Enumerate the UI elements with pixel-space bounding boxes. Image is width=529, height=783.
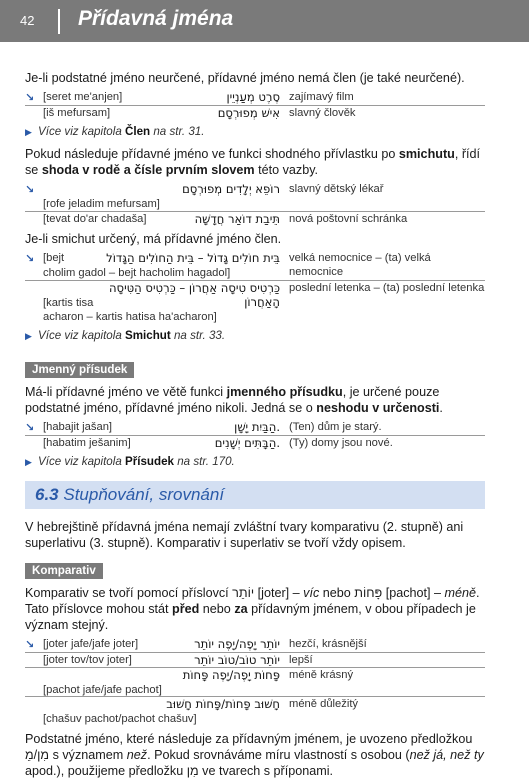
example-row — [25, 105, 485, 120]
header-divider — [58, 9, 60, 34]
hebrew-text: הָאַחֲרוֹן — [244, 295, 280, 309]
arrow-icon: ↘ — [25, 422, 35, 434]
example-row — [25, 182, 485, 211]
example-row — [25, 696, 485, 725]
transliteration: [chašuv pachot/pachot chašuv] — [43, 713, 197, 725]
translation: méně důležitý — [289, 698, 359, 710]
transliteration: [tevat do'ar chadaša] — [43, 213, 147, 225]
translation: lepší — [289, 654, 313, 666]
hebrew-text: הַבַּיִת יָשָׁן. — [234, 420, 280, 434]
transliteration: [joter tov/tov joter] — [43, 654, 132, 666]
paragraph: Podstatné jméno, které následuje za přídavným jménem, je uvozeno předložkou מִן/מֵ s významem než. Pokud srovnáváme míru vlastností s osobou (než já, než ty apod.), použijeme předložku מִן ve tvarech s příponami. — [25, 732, 484, 778]
triangle-icon: ▶ — [25, 127, 32, 137]
arrow-icon: ↘ — [25, 639, 35, 651]
example-block — [25, 420, 485, 450]
transliteration: [bejt — [43, 252, 65, 264]
hebrew-text: יוֹתֵר טוֹב/טוֹב יוֹתֵר — [194, 653, 280, 667]
transliteration: acharon – kartis hatisa ha'acharon] — [43, 311, 217, 323]
transliteration: [seret me'anjen] — [43, 91, 123, 103]
hebrew-text: יוֹתֵר יָפֶה/יָפֶה יוֹתֵר — [194, 637, 280, 651]
example-row — [25, 211, 485, 226]
cross-reference: ▶ Více viz kapitola Přísudek na str. 170. — [25, 455, 235, 468]
example-block — [25, 637, 485, 725]
section-title: Stupňování, srovnání — [63, 485, 225, 504]
page-number: 42 — [20, 13, 35, 28]
hebrew-text: בֵּית חוֹלִים גָּדוֹל – בֵּית הַחוֹלִים הַגָּדוֹל — [106, 251, 280, 265]
arrow-icon: ↘ — [25, 92, 35, 104]
example-row — [25, 90, 485, 105]
hebrew-text: אִישׁ מְפוּרְסָם — [217, 106, 280, 120]
paragraph: Komparativ se tvoří pomocí příslovcí יוֹתֵר [joter] – víc nebo פָּחוֹת [pachot] – méně. Tato příslovce mohou stát před nebo za přídavným jménem, v obou případech je význam stejný. — [25, 586, 480, 632]
hebrew-text: הַבָּתִּים יְשָׁנִים. — [214, 436, 280, 450]
triangle-icon: ▶ — [25, 331, 32, 341]
example-block — [25, 182, 485, 226]
arrow-icon: ↘ — [25, 184, 35, 196]
translation: nová poštovní schránka — [289, 213, 408, 225]
transliteration: cholim gadol – bejt hacholim hagadol] — [43, 267, 231, 279]
section-number: 6.3 — [35, 485, 59, 504]
paragraph: Je-li smichut určený, má přídavné jméno člen. — [25, 232, 282, 246]
hebrew-text: כַּרְטִיס טִיסָה אַחֲרוֹן – כַּרְטִיס הַטִּיסָה — [108, 281, 280, 295]
transliteration: [kartis tisa — [43, 297, 94, 309]
page-header — [0, 0, 529, 42]
translation: zajímavý film — [289, 91, 354, 103]
translation: (Ten) dům je starý. — [289, 421, 382, 433]
example-block — [25, 90, 485, 120]
transliteration: [pachot jafe/jafe pachot] — [43, 684, 162, 696]
cross-reference: ▶ Více viz kapitola Smichut na str. 33. — [25, 329, 226, 342]
paragraph: V hebrejštině přídavná jména nemají zvláštní tvary komparativu (2. stupně) ani superlativu (3. stupně). Komparativ i superlativ se tvoří vždy opisem. — [25, 520, 464, 550]
translation: poslední letenka – (ta) poslední letenka — [289, 282, 485, 294]
chapter-title: Přídavná jména — [78, 7, 234, 30]
paragraph: Je-li podstatné jméno neurčené, přídavné jméno nemá člen (je také neurčené). — [25, 71, 465, 85]
subsection-label: Komparativ — [25, 563, 103, 579]
paragraph: Má-li přídavné jméno ve větě funkci jmenného přísudku, je určené pouze podstatné jméno, přídavné jméno nikoli. Jedná se o neshodu v určenosti. — [25, 385, 443, 415]
transliteration: [rofe jeladim mefursam] — [43, 198, 160, 210]
example-row — [25, 251, 485, 280]
hebrew-text: סֶרֶט מְעַנְיֵין — [226, 90, 280, 104]
transliteration: [iš mefursam] — [43, 107, 111, 119]
transliteration: [habatim ješanim] — [43, 437, 131, 449]
example-row — [25, 637, 485, 652]
hebrew-text: רוֹפֵא יְלָדִים מְפוּרְסָם — [182, 182, 280, 196]
example-row — [25, 420, 485, 435]
triangle-icon: ▶ — [25, 457, 32, 467]
page-content — [25, 70, 485, 783]
hebrew-text: חָשׁוּב פָּחוֹת/פָּחוֹת חָשׁוּב — [166, 697, 280, 711]
translation: slavný dětský lékař — [289, 183, 384, 195]
hebrew-text: תֵּיבַת דוֹאַר חֲדָשָׁה — [194, 212, 280, 226]
translation: (Ty) domy jsou nové. — [289, 437, 393, 449]
example-row — [25, 435, 485, 450]
section-heading — [25, 481, 485, 509]
subsection-label: Jmenný přísudek — [25, 362, 134, 378]
example-row — [25, 652, 485, 667]
transliteration: [joter jafe/jafe joter] — [43, 638, 139, 650]
transliteration: [habajit jašan] — [43, 421, 113, 433]
arrow-icon: ↘ — [25, 253, 35, 265]
translation: méně krásný — [289, 669, 354, 681]
cross-reference: ▶ Více viz kapitola Člen na str. 31. — [25, 125, 205, 138]
example-block — [25, 251, 485, 324]
example-row — [25, 280, 485, 324]
translation: slavný člověk — [289, 107, 356, 119]
hebrew-text: פָּחוֹת יָפֶה/יָפֶה פָּחוֹת — [182, 668, 280, 682]
paragraph: Pokud následuje přídavné jméno ve funkci shodného přívlastku po smichutu, řídí se shoda v rodě a čísle prvním slovem této vazby. — [25, 147, 481, 177]
translation: hezčí, krásnější — [289, 638, 367, 650]
translation: velká nemocnice – (ta) velká nemocnice — [289, 252, 431, 278]
example-row — [25, 667, 485, 696]
